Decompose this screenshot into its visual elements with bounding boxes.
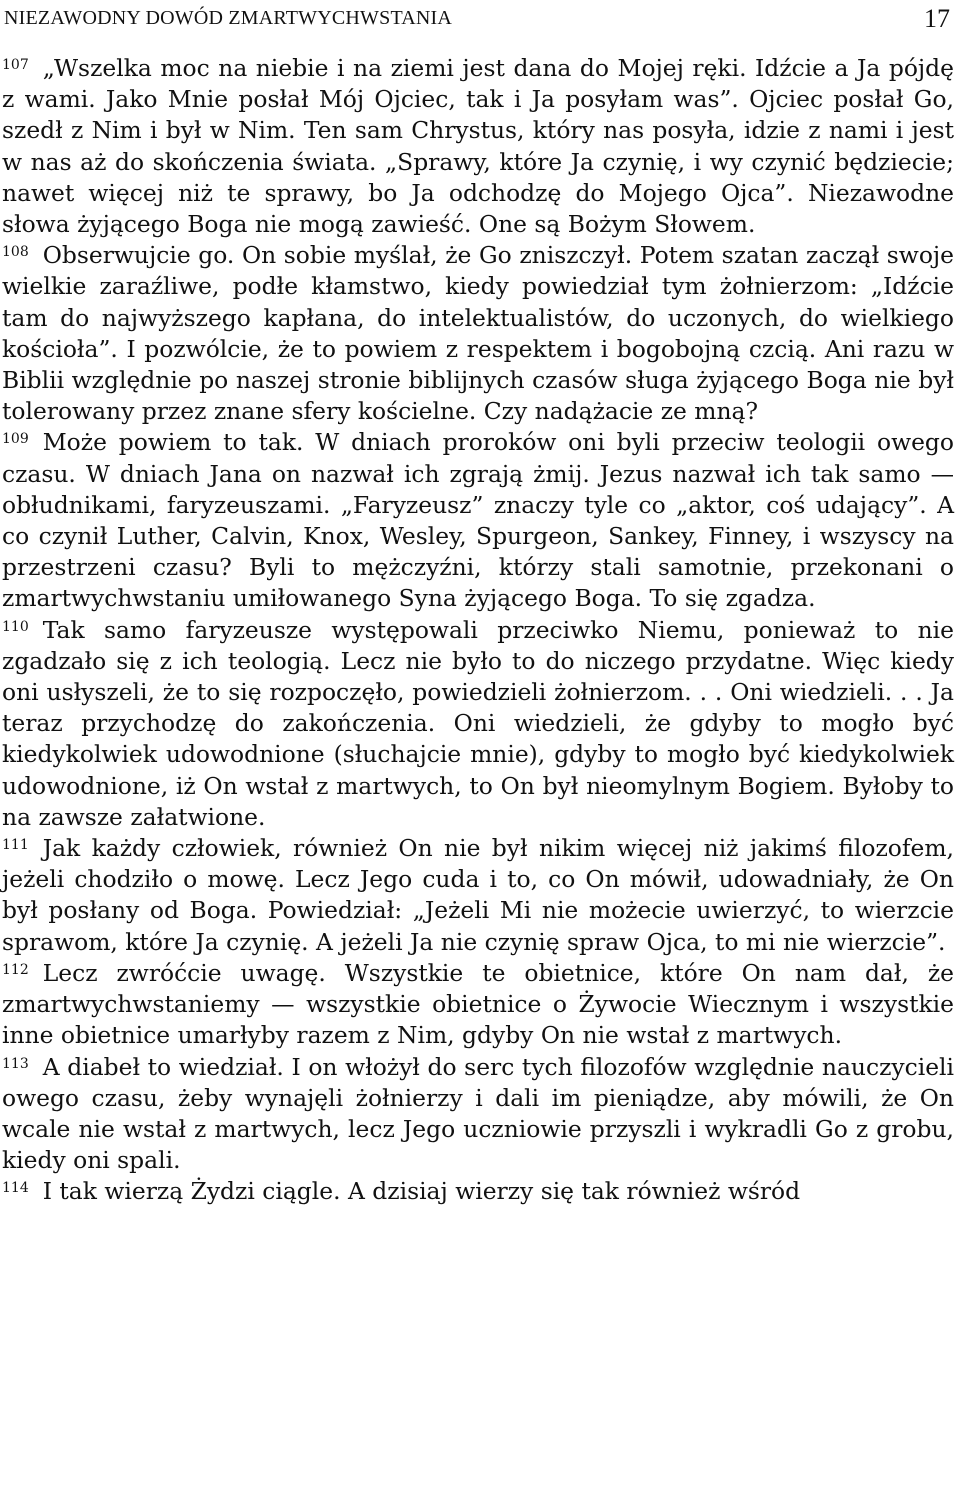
paragraph-112 (2, 958, 954, 1052)
paragraph-113 (2, 1052, 954, 1177)
paragraph-number: 108 (2, 244, 29, 261)
paragraph-number: 109 (2, 431, 29, 448)
header-title: NIEZAWODNY DOWÓD ZMARTWYCHWSTANIA (4, 7, 453, 29)
paragraph-text: Jak każdy człowiek, również On nie był nikim więcej niż jakimś filozofem, jeżeli chodziło o mowę. Lecz Jego cuda i to, co On mówił, udowadniały, że On był posłany od Boga. Powiedział: „Jeżeli Mi nie możecie uwierzyć, to wierzcie sprawom, które Ja czynię. A jeżeli Ja nie czynię spraw Ojca, to mi nie wierzcie”. (2, 834, 954, 956)
page-number: 17 (924, 4, 950, 33)
running-header (2, 0, 954, 46)
paragraph-number: 107 (2, 57, 29, 73)
paragraph-114 (2, 1176, 954, 1207)
paragraph-text: Lecz zwróćcie uwagę. Wszystkie te obietnice, które On nam dał, że zmartwychwstaniemy — wszystkie obietnice o Żywocie Wiecznym i wszystkie inne obietnice umarłyby razem z Nim, gdyby On nie wstał z martwych. (2, 958, 954, 1050)
paragraph-number: 113 (2, 1055, 29, 1072)
paragraph-107 (2, 53, 954, 240)
paragraph-number: 114 (2, 1180, 29, 1197)
paragraph-text: Może powiem to tak. W dniach proroków oni byli przeciw teologii owego czasu. W dniach Jana on nazwał ich zgrają żmij. Jezus nazwał ich tak samo — obłudnikami, faryzeuszami. „Faryzeusz” znaczy tyle co „aktor, coś udający”. A co czynił Luther, Calvin, Knox, Wesley, Spurgeon, Sankey, Finney, i wszyscy na przestrzeni czasu? Byli to mężczyźni, którzy stali samotnie, przekonani o zmartwychwstaniu umiłowanego Syna żyjącego Boga. To się zgadza. (2, 428, 954, 613)
paragraph-text: Tak samo faryzeusze występowali przeciwko Niemu, ponieważ to nie zgadzało się z ich teologią. Lecz nie było to do niczego przydatne. Więc kiedy oni usłyszeli, że to się rozpoczęło, powiedzieli żołnierzom. . . Oni wiedzieli. . . Ja teraz przychodzę do zakończenia. Oni wiedzieli, że gdyby to mogło być kiedykolwiek udowodnione (słuchajcie mnie), gdyby to mogło być kiedykolwiek udowodnione, iż On wstał z martwych, to On był nieomylnym Bogiem. Byłoby to na zawsze załatwione. (2, 615, 954, 831)
paragraph-110 (2, 615, 954, 833)
body-text (2, 53, 954, 1208)
paragraph-number: 112 (2, 961, 29, 978)
paragraph-text: A diabeł to wiedział. I on włożył do serc tych filozofów względnie nauczycieli owego czasu, żeby wynajęli żołnierzy i dali im pieniądze, aby mówili, że On wcale nie wstał z martwych, lecz Jego uczniowie przyszli i wykradli Go z grobu, kiedy oni spali. (2, 1052, 954, 1175)
paragraph-111 (2, 833, 954, 958)
paragraph-text: I tak wierzą Żydzi ciągle. A dzisiaj wierzy się tak również wśród (42, 1177, 801, 1206)
paragraph-text: „Wszelka moc na niebie i na ziemi jest dana do Mojej ręki. Idźcie a Ja pójdę z wami. Jako Mnie posłał Mój Ojciec, tak i Ja posyłam was”. Ojciec posłał Go, szedł z Nim i był w Nim. Ten sam Chrystus, który nas posyła, idzie z nami i jest w nas aż do skończenia świata. „Sprawy, które Ja czynię, i wy czynić będziecie; nawet więcej niż te sprawy, bo Ja odchodzę do Mojego Ojca”. Niezawodne słowa żyjącego Boga nie mogą zawieść. One są Bożym Słowem. (2, 54, 954, 239)
paragraph-number: 111 (2, 837, 29, 854)
paragraph-109 (2, 427, 954, 614)
paragraph-text: Obserwujcie go. On sobie myślał, że Go zniszczył. Potem szatan zaczął swoje wielkie zaraźliwe, podłe kłamstwo, kiedy powiedział tym żołnierzom: „Idźcie tam do najwyższego kapłana, do intelektualistów, do uczonych, do wielkiego kościoła”. I pozwólcie, że to powiem z respektem i bogobojną czcią. Ani razu w Biblii względnie po naszej stronie biblijnych czasów sługa żyjącego Boga nie był tolerowany przez znane sfery kościelne. Czy nadążacie ze mną? (2, 241, 954, 426)
paragraph-number: 110 (2, 618, 29, 635)
paragraph-108 (2, 240, 954, 427)
